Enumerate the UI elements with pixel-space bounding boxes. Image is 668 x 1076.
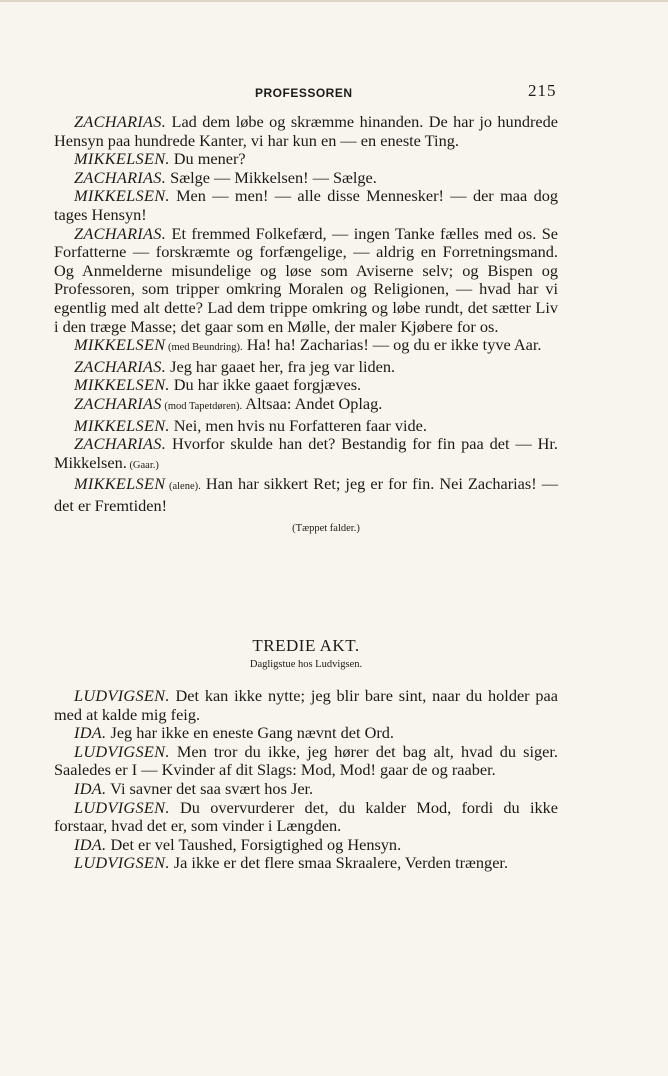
line-text: Hvorfor skulde han det? Bestandig for fin paa det — Hr. Mikkelsen. (54, 434, 558, 472)
page-number: 215 (528, 81, 557, 100)
dialogue-line (54, 150, 558, 169)
dialogue-line (54, 799, 558, 836)
speaker-name: LUDVIGSEN. (74, 853, 170, 873)
speaker-name: LUDVIGSEN. (74, 797, 170, 817)
dialogue-line (54, 743, 558, 780)
speaker-name: ZACHARIAS (74, 393, 162, 413)
line-text: Jeg har gaaet her, fra jeg var liden. (166, 356, 396, 376)
stage-direction: (alene). (165, 481, 201, 493)
act-title: TREDIE AKT. (252, 636, 360, 655)
speaker-name: MIKKELSEN. (74, 186, 170, 206)
dialogue-line (54, 724, 558, 743)
curtain-note: (Tæppet falder.) (292, 523, 360, 535)
dialogue-line (54, 687, 558, 724)
speaker-name: MIKKELSEN. (74, 149, 170, 169)
line-text: Du har ikke gaaet forgjæves. (169, 375, 362, 395)
stage-direction: (mod Tapetdøren). (161, 400, 243, 412)
dialogue-line (54, 395, 558, 417)
speaker-name: IDA. (74, 723, 107, 743)
scene-one-dialogue (54, 113, 558, 539)
line-text: Det er vel Taushed, Forsigtighed og Hensyn. (106, 834, 402, 854)
speaker-name: MIKKELSEN (74, 335, 166, 355)
line-text: Vi savner det saa svært hos Jer. (106, 778, 314, 798)
speaker-name: ZACHARIAS. (74, 434, 167, 454)
line-text: Lad dem løbe og skræmme hinanden. De har jo hundrede Hensyn paa hundrede Kanter, vi har kun en — en eneste Ting. (54, 112, 558, 150)
stage-direction: (Gaar.) (126, 459, 159, 471)
speaker-name: ZACHARIAS. (74, 112, 167, 131)
line-text: Jeg har ikke en eneste Gang nævnt det Ord. (106, 723, 394, 743)
speaker-name: IDA. (74, 778, 107, 798)
speaker-name: IDA. (74, 834, 107, 854)
dialogue-line (54, 417, 558, 436)
speaker-name: MIKKELSEN. (74, 375, 170, 395)
dialogue-line (54, 475, 558, 515)
line-text: Et fremmed Folkefærd, — ingen Tanke fælles med os. Se Forfatterne — forskræmte og forfængelige, — aldrig en Forretningsmand. Og Anmelderne misundelige og løse som Aviserne selv; og Bispen og Professoren, som tripper omkring Moralen og Religionen, — hvad har vi egentlig med alt dette? Lad dem trippe omkring og løbe rundt, det sætter Liv i den træge Masse; det gaar som en Mølle, der maler Kjøbere for os. (54, 223, 558, 336)
speaker-name: MIKKELSEN. (74, 415, 170, 435)
dialogue-line (54, 854, 558, 873)
line-text: Du overvurderer det, du kalder Mod, fordi du ikke forstaar, hvad det er, som vinder i Længden. (54, 797, 558, 836)
line-text: Han har sikkert Ret; jeg er for fin. Nei Zacharias! — det er Fremtiden! (54, 474, 558, 515)
dialogue-line (54, 358, 558, 377)
speaker-name: ZACHARIAS. (74, 167, 167, 187)
running-head: PROFESSOREN (255, 86, 353, 100)
speaker-name: LUDVIGSEN. (74, 741, 170, 761)
dialogue-line (54, 435, 558, 475)
dialogue-line (54, 169, 558, 188)
line-text: Nei, men hvis nu Forfatteren faar vide. (169, 415, 427, 435)
dialogue-line (54, 836, 558, 855)
line-text: Det kan ikke nytte; jeg blir bare sint, naar du holder paa med at kalde mig feig. (54, 686, 558, 724)
dialogue-line (54, 225, 558, 337)
line-text: Du mener? (169, 149, 246, 169)
line-text: Men — men! — alle disse Mennesker! — der maa dog tages Hensyn! (54, 186, 558, 224)
speaker-name: MIKKELSEN (74, 474, 166, 494)
line-text: Men tror du ikke, jeg hører det bag alt, hvad du siger. Saaledes er I — Kvinder af dit Slags: Mod, Mod! gaar de og raaber. (54, 741, 558, 780)
line-text: Ha! ha! Zacharias! — og du er ikke tyve Aar. (242, 335, 542, 355)
dialogue-line (54, 113, 558, 150)
dialogue-line (54, 376, 558, 395)
line-text: Ja ikke er det flere smaa Skraalere, Verden trænger. (169, 853, 509, 873)
dialogue-line (54, 780, 558, 799)
stage-direction: (med Beundring). (165, 342, 243, 354)
scene-two-dialogue (54, 687, 558, 873)
act-setting: Dagligstue hos Ludvigsen. (249, 659, 363, 670)
line-text: Sælge — Mikkelsen! — Sælge. (166, 167, 377, 187)
speaker-name: ZACHARIAS. (74, 223, 167, 243)
speaker-name: ZACHARIAS. (74, 356, 167, 376)
line-text: Altsaa: Andet Oplag. (242, 393, 383, 413)
speaker-name: LUDVIGSEN. (74, 686, 170, 705)
dialogue-line (54, 336, 558, 358)
dialogue-line (54, 187, 558, 224)
